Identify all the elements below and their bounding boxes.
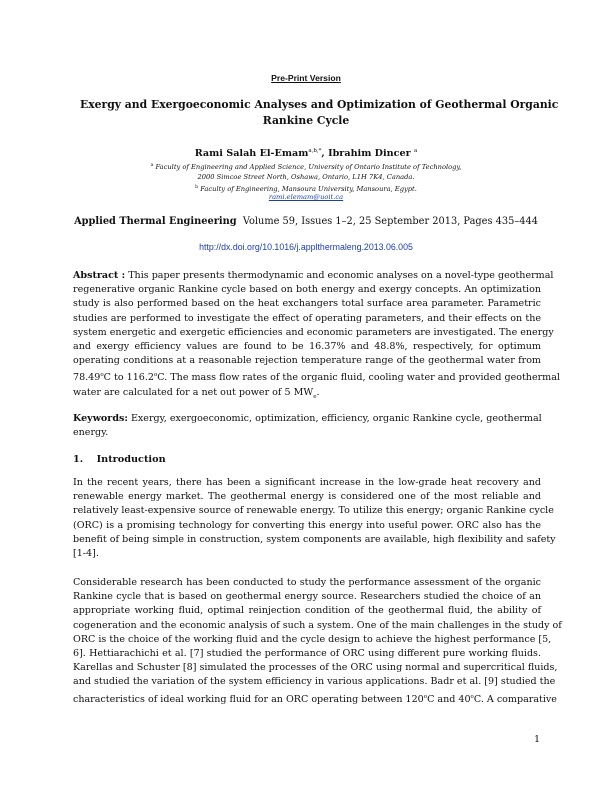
paragraph-line: Considerable research has been conducted to study the performance assessment of the organic — [73, 577, 541, 588]
author-separator: , — [321, 148, 329, 160]
abstract-line: This paper presents thermodynamic and economic analyses on a novel-type geothermal — [125, 270, 554, 281]
abstract-line: and exergy efficiency values are found to be 16.37% and 48.8%, respectively, for optimum — [73, 341, 541, 353]
keywords-line-1: Exergy, exergoeconomic, optimization, efficiency, organic Rankine cycle, geothermal — [127, 413, 542, 424]
author-2: Ibrahim Dincer — [328, 148, 411, 160]
abstract-text: . — [316, 386, 320, 398]
paragraph-line: Karellas and Schuster [8] simulated the processes of the ORC using normal and supercritical fluids, — [73, 662, 558, 674]
degree-mark: o — [423, 693, 428, 700]
title-line-2: Rankine Cycle — [262, 114, 350, 127]
abstract-label: Abstract : — [73, 270, 126, 281]
author-2-affil-mark: a — [413, 148, 418, 154]
intro-paragraph-1 — [73, 476, 556, 561]
keywords — [73, 412, 541, 440]
email-link[interactable]: rami.elemam@uoit.ca — [268, 193, 344, 201]
abstract-line: regenerative organic Rankine cycle based on both energy and exergy concepts. An optimization — [73, 284, 541, 296]
page-number: 1 — [534, 734, 541, 745]
abstract-line: studies are performed to investigate the effect of operating parameters, and their effects on the — [73, 312, 541, 324]
paragraph-line: Rankine cycle that is based on geothermal energy source. Researchers studied the choice of an — [73, 591, 541, 603]
abstract-line — [73, 368, 560, 385]
paragraph-text: C. A comparative — [473, 693, 557, 705]
affiliation-a — [0, 161, 612, 183]
affiliation-a-line-2: 2000 Simcoe Street North, Oshawa, Ontario, L1H 7K4, Canada. — [197, 173, 415, 182]
paragraph-line: benefit of being simple in construction, system components are available, high flexibility and safety — [73, 533, 556, 545]
abstract-line — [73, 386, 541, 404]
degree-mark: o — [100, 372, 104, 379]
abstract-text: water are calculated for a net out power of 5 MW — [73, 386, 314, 398]
paragraph-line: (ORC) is a promising technology for converting this energy into useful power. ORC also has the — [73, 519, 541, 531]
title-line-1: Exergy and Exergoeconomic Analyses and Optimization of Geothermal Organic — [80, 98, 559, 111]
journal-name: Applied Thermal Engineering — [74, 216, 237, 227]
degree-mark: o — [470, 693, 474, 700]
temp-low-value: 78.49 — [73, 372, 101, 384]
paragraph-text: characteristics of ideal working fluid for an ORC operating between 120 — [73, 693, 424, 705]
paragraph-line: relatively least-expensive source of renewable energy. To utilize this energy; organic Rankine cycle — [73, 505, 554, 517]
paragraph-line: [1-4]. — [73, 548, 99, 560]
abstract-line: operating conditions at a reasonable rejection temperature range of the geothermal water from — [73, 355, 541, 367]
paragraph-line — [73, 690, 557, 707]
paragraph-line: In the recent years, there has been a significant increase in the low-grade heat recovery and — [73, 477, 541, 488]
paragraph-text: C and 40 — [427, 693, 471, 705]
paragraph-line: cogeneration and the economic analysis of such a system. One of the main challenges in the study of — [73, 619, 562, 631]
degree-mark: o — [153, 372, 158, 379]
keywords-line-2: energy. — [73, 427, 109, 439]
intro-paragraph-2 — [73, 576, 562, 707]
journal-details: Volume 59, Issues 1–2, 25 September 2013, Pages 435–444 — [242, 216, 538, 227]
section-title: Introduction — [96, 454, 166, 465]
section-number: 1. — [73, 454, 84, 465]
abstract — [73, 269, 560, 404]
section-heading — [73, 454, 166, 465]
author-list — [0, 148, 612, 159]
temp-high-value: C to 116.2 — [103, 372, 154, 384]
affiliation-b-mark: b — [195, 185, 199, 190]
doi-link[interactable]: http://dx.doi.org/10.1016/j.applthermaleng.2013.06.005 — [199, 242, 413, 252]
affiliation-a-line-1: Faculty of Engineering and Applied Science, University of Ontario Institute of Technology, — [155, 163, 462, 172]
abstract-line: study is also performed based on the heat exchangers total surface area parameter. Parametric — [73, 298, 541, 310]
paragraph-line: and studied the variation of the system efficiency in various applications. Badr et al. [9] studied the — [73, 676, 556, 688]
abstract-text: C. The mass flow rates of the organic fluid, cooling water and provided geothermal — [157, 372, 560, 384]
paragraph-line: renewable energy market. The geothermal energy is considered one of the most reliable and — [73, 491, 541, 503]
preprint-label: Pre-Print Version — [271, 73, 341, 83]
affiliation-a-mark: a — [150, 163, 154, 168]
keywords-label: Keywords: — [73, 413, 128, 424]
author-1: Rami Salah El-Emam — [194, 148, 309, 160]
paper-title — [80, 97, 559, 129]
paragraph-line: appropriate working fluid, optimal reinjection condition of the geothermal fluid, the ability of — [73, 605, 541, 617]
journal-citation — [0, 216, 612, 227]
abstract-line: system energetic and exergetic efficiencies and economic parameters are investigated. The energy — [73, 326, 554, 338]
subscript-e: e — [313, 393, 317, 400]
paragraph-line: ORC is the choice of the working fluid and the cycle design to achieve the highest performance [5, — [73, 633, 552, 645]
affiliation-b-line: Faculty of Engineering, Mansoura University, Mansoura, Egypt. — [200, 185, 417, 194]
author-1-affil-mark: a,b,* — [308, 148, 322, 154]
paragraph-line: 6]. Hettiarachichi et al. [7] studied the performance of ORC using different pure working fluids. — [73, 648, 541, 660]
